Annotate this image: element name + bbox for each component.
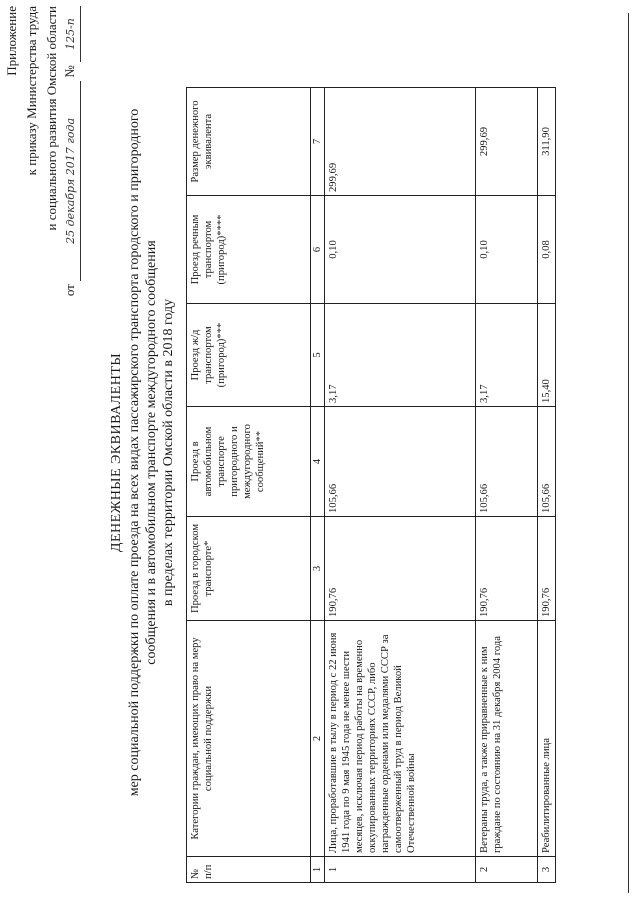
row-total-value: 299,69: [476, 88, 538, 196]
appendix-line-2: к приказу Министерства труда: [24, 6, 39, 176]
row-number: 1: [325, 857, 476, 883]
column-number: 3: [311, 517, 325, 621]
document-subtitle-3: в пределах территории Омской области в 2018 году: [161, 298, 176, 607]
row-city-value: 190,76: [476, 517, 538, 621]
row-category: Реабилитированные лица: [538, 621, 556, 857]
appendix-line-1: Приложение: [4, 6, 19, 76]
table-column-numbers-row: [311, 88, 325, 883]
document-subtitle-2: сообщения и в автомобильном транспорте междугородного сообщения: [144, 240, 159, 665]
row-river-value: 0,08: [538, 196, 556, 304]
table-row: [476, 88, 538, 883]
page-edge-line: [628, 13, 629, 893]
row-number: 2: [476, 857, 538, 883]
header-auto-transport: Проезд в автомобильном транспорте пригородного и междугородного сообщений**: [187, 407, 311, 517]
date-prefix: от: [62, 284, 77, 297]
column-number: 4: [311, 407, 325, 517]
header-total-equivalent: Размер денежного эквивалента: [187, 88, 311, 196]
header-rail-transport: Проезд ж/д транспортом (пригород)***: [187, 304, 311, 407]
header-category: Категории граждан, имеющих право на меру социальной поддержки: [187, 621, 311, 857]
table-header-row: [187, 88, 311, 883]
row-river-value: 0,10: [476, 196, 538, 304]
row-rail-value: 3,17: [325, 304, 476, 407]
document-subtitle-1: мер социальной поддержки по оплате проезда на всех видах пассажирского транспорта городского и пригородного: [127, 108, 142, 797]
row-city-value: 190,76: [538, 517, 556, 621]
handwritten-number: 125-п: [61, 6, 81, 62]
column-number: 5: [311, 304, 325, 407]
row-category: Ветераны труда, а также приравненные к ним граждане по состоянию на 31 декабря 2004 года: [476, 621, 538, 857]
row-total-value: 299,69: [325, 88, 476, 196]
row-auto-value: 105,66: [325, 407, 476, 517]
equivalents-table: [186, 87, 556, 883]
row-city-value: 190,76: [325, 517, 476, 621]
number-label: №: [62, 65, 77, 78]
table-row: [325, 88, 476, 883]
header-city-transport: Проезд в городском транспорте*: [187, 517, 311, 621]
appendix-date-line: [60, 6, 80, 296]
appendix-line-3: и социального развития Омской области: [44, 6, 59, 231]
column-number: 1: [311, 857, 325, 883]
table-row: [538, 88, 556, 883]
column-number: 2: [311, 621, 325, 857]
header-river-transport: Проезд речным транспортом (пригород)****: [187, 196, 311, 304]
row-number: 3: [538, 857, 556, 883]
handwritten-date: 25 декабря 2017 года: [61, 81, 81, 281]
row-river-value: 0,10: [325, 196, 476, 304]
header-number: № п/п: [187, 857, 311, 883]
row-rail-value: 3,17: [476, 304, 538, 407]
column-number: 6: [311, 196, 325, 304]
row-category: Лица, проработавшие в тылу в период с 22 июня 1941 года по 9 мая 1945 года не менее шести месяцев, исключая период работы на временно оккупированных территориях СССР, либо награжденные орденами или медалями СССР за самоотверженный труд в период Великой Отечественной войны: [325, 621, 476, 857]
row-auto-value: 105,66: [476, 407, 538, 517]
row-total-value: 311,90: [538, 88, 556, 196]
row-rail-value: 15,40: [538, 304, 556, 407]
column-number: 7: [311, 88, 325, 196]
row-auto-value: 105,66: [538, 407, 556, 517]
document-title: ДЕНЕЖНЫЕ ЭКВИВАЛЕНТЫ: [109, 352, 124, 553]
